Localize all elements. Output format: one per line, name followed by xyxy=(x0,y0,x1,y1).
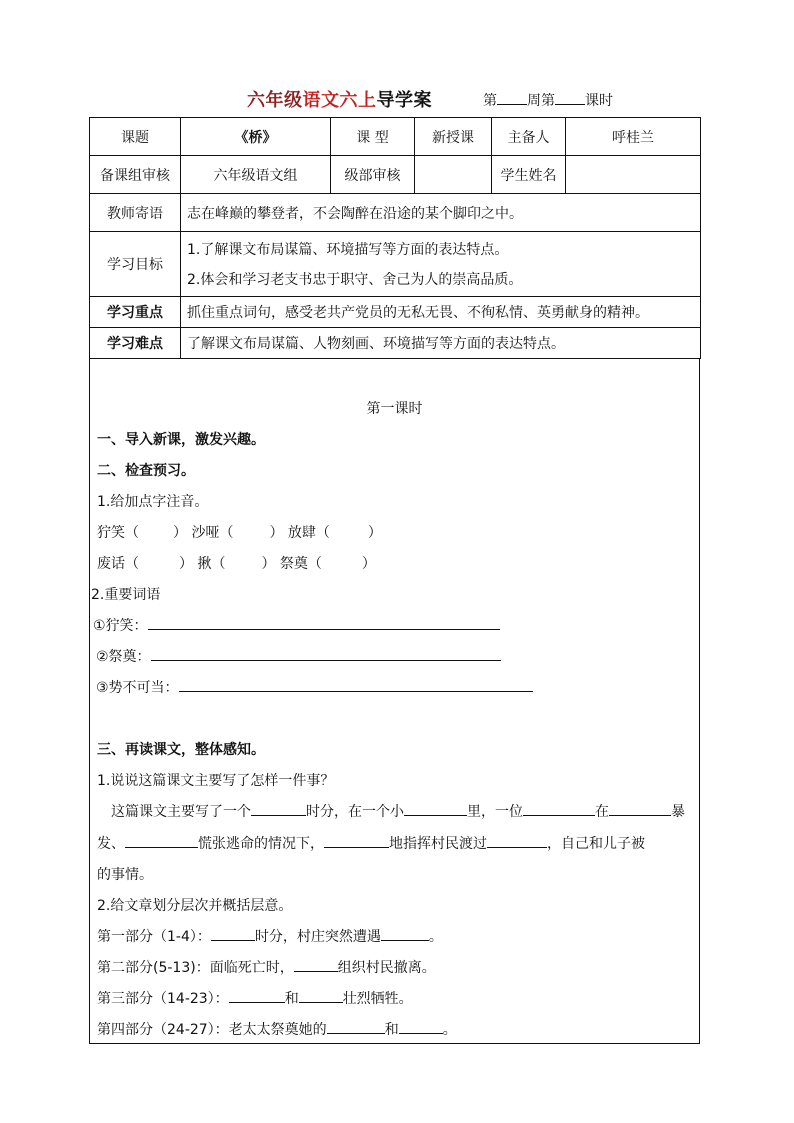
part-text: 第二部分(5-13)：面临死亡时， xyxy=(97,960,294,976)
table-row xyxy=(90,194,701,232)
summary-text: 慌张逃命的情况下， xyxy=(198,836,324,852)
vocab-blank[interactable] xyxy=(151,646,501,661)
summary-text: ，自己和儿子被 xyxy=(547,836,645,852)
pinyin-word: 废话（ xyxy=(97,556,139,572)
part-text: 第三部分（14-23）： xyxy=(97,991,229,1007)
vocab-term: ③势不可当： xyxy=(96,680,179,696)
pinyin-close: ） xyxy=(367,525,382,541)
learning-goals-cell xyxy=(181,232,701,297)
class-type-label: 课 型 xyxy=(331,118,415,156)
part-blank[interactable] xyxy=(211,926,255,941)
lesson-title: 第一课时 xyxy=(366,401,423,417)
summary-text: 时分，在一个小 xyxy=(306,804,404,820)
vocab-row-1 xyxy=(93,615,500,635)
part-2 xyxy=(97,957,436,977)
summary-blank[interactable] xyxy=(523,801,595,816)
title-part-type: 导学案 xyxy=(376,90,432,111)
dept-review-label: 级部审核 xyxy=(331,156,415,194)
part-text: 第一部分（1-4）： xyxy=(97,929,211,945)
goal-item: 2.体会和学习老支书忠于职守、舍己为人的崇高品质。 xyxy=(187,272,523,288)
summary-line-1 xyxy=(111,801,685,821)
part-blank[interactable] xyxy=(381,926,429,941)
question-vocab: 2.重要词语 xyxy=(91,587,161,603)
topic-label: 课题 xyxy=(90,118,181,156)
section-preview: 二、检查预习。 xyxy=(97,463,195,479)
class-type-value: 新授课 xyxy=(415,118,492,156)
section-intro: 一、导入新课，激发兴趣。 xyxy=(97,432,265,448)
week-lesson-line xyxy=(483,90,613,110)
part-blank[interactable] xyxy=(399,1019,443,1034)
info-table xyxy=(89,117,701,359)
table-row xyxy=(90,118,701,156)
section-reread: 三、再读课文，整体感知。 xyxy=(97,742,265,758)
pinyin-close: ） xyxy=(361,556,376,572)
question-summary: 1.说说这篇课文主要写了怎样一件事？ xyxy=(97,773,335,789)
part-blank[interactable] xyxy=(299,988,343,1003)
pinyin-word: 狞笑（ xyxy=(97,525,139,541)
part-blank[interactable] xyxy=(294,957,338,972)
summary-text: 发、 xyxy=(97,836,125,852)
pinyin-word: ） 沙哑（ xyxy=(173,525,234,541)
title-part-term: 上 xyxy=(358,90,377,111)
vocab-row-3 xyxy=(96,677,533,697)
part-text: 第四部分（24-27）：老太太祭奠她的 xyxy=(97,1022,327,1038)
part-text: 壮烈牺牲。 xyxy=(342,991,413,1007)
week-prefix: 第 xyxy=(483,93,497,109)
title-part-subject: 语文六 xyxy=(302,90,358,111)
summary-text: 地指挥村民渡过 xyxy=(389,836,487,852)
part-text: 组织村民撤离。 xyxy=(337,960,436,976)
topic-value: 《桥》 xyxy=(181,118,331,156)
part-text: 和 xyxy=(284,991,299,1007)
vocab-row-2 xyxy=(96,646,501,666)
summary-text: 里，一位 xyxy=(467,804,523,820)
vocab-blank[interactable] xyxy=(179,677,533,692)
summary-blank[interactable] xyxy=(125,833,198,848)
summary-blank[interactable] xyxy=(487,833,547,848)
summary-text: 暴 xyxy=(671,804,685,820)
summary-blank[interactable] xyxy=(609,801,671,816)
part-3 xyxy=(97,988,413,1008)
difficulty-label: 学习难点 xyxy=(90,328,181,359)
pinyin-word: ） 祭奠（ xyxy=(261,556,322,572)
question-pinyin: 1.给加点字注音。 xyxy=(97,494,209,510)
week-number-blank[interactable] xyxy=(497,90,527,105)
difficulty-text: 了解课文布局谋篇、人物刻画、环境描写等方面的表达特点。 xyxy=(181,328,701,359)
table-row xyxy=(90,297,701,328)
page-title xyxy=(247,86,432,112)
student-name-label: 学生姓名 xyxy=(492,156,566,194)
dept-review-value[interactable] xyxy=(415,156,492,194)
group-review-label: 备课组审核 xyxy=(90,156,181,194)
goal-item: 1.了解课文布局谋篇、环境描写等方面的表达特点。 xyxy=(187,242,509,258)
group-review-value: 六年级语文组 xyxy=(181,156,331,194)
key-point-text: 抓住重点词句，感受老共产党员的无私无畏、不徇私情、英勇献身的精神。 xyxy=(181,297,701,328)
pinyin-row-2 xyxy=(97,553,376,573)
title-part-grade: 六年级 xyxy=(247,90,303,111)
pinyin-row-1 xyxy=(97,522,382,542)
table-row xyxy=(90,232,701,297)
lesson-content xyxy=(89,358,700,1044)
table-row xyxy=(90,328,701,359)
preparer-value: 呼桂兰 xyxy=(566,118,701,156)
summary-blank[interactable] xyxy=(404,801,467,816)
part-blank[interactable] xyxy=(327,1019,385,1034)
part-1 xyxy=(97,926,443,946)
summary-text: 在 xyxy=(595,804,609,820)
part-text: 。 xyxy=(442,1022,457,1038)
part-4 xyxy=(97,1019,457,1039)
pinyin-word: ） 揪（ xyxy=(179,556,226,572)
lesson-number-blank[interactable] xyxy=(555,90,585,105)
week-suffix: 课时 xyxy=(585,93,613,109)
vocab-blank[interactable] xyxy=(148,615,500,630)
learning-goals-label: 学习目标 xyxy=(90,232,181,297)
summary-line-2 xyxy=(97,833,645,853)
page-header xyxy=(0,86,794,112)
part-text: 。 xyxy=(428,929,443,945)
teacher-message-label: 教师寄语 xyxy=(90,194,181,232)
vocab-term: ②祭奠： xyxy=(96,649,151,665)
question-structure: 2.给文章划分层次并概括层意。 xyxy=(97,898,293,914)
student-name-value[interactable] xyxy=(566,156,701,194)
vocab-term: ①狞笑： xyxy=(93,618,148,634)
week-middle: 周第 xyxy=(527,93,555,109)
part-text: 和 xyxy=(384,1022,399,1038)
preparer-label: 主备人 xyxy=(492,118,566,156)
part-blank[interactable] xyxy=(229,988,285,1003)
pinyin-word: ） 放肆（ xyxy=(269,525,330,541)
summary-text: 这篇课文主要写了一个 xyxy=(111,804,251,820)
teacher-message-text: 志在峰巅的攀登者，不会陶醉在沿途的某个脚印之中。 xyxy=(181,194,701,232)
summary-line-3: 的事情。 xyxy=(97,867,153,883)
summary-blank[interactable] xyxy=(251,801,306,816)
part-text: 时分，村庄突然遭遇 xyxy=(254,929,381,945)
table-row xyxy=(90,156,701,194)
key-point-label: 学习重点 xyxy=(90,297,181,328)
summary-blank[interactable] xyxy=(324,833,389,848)
